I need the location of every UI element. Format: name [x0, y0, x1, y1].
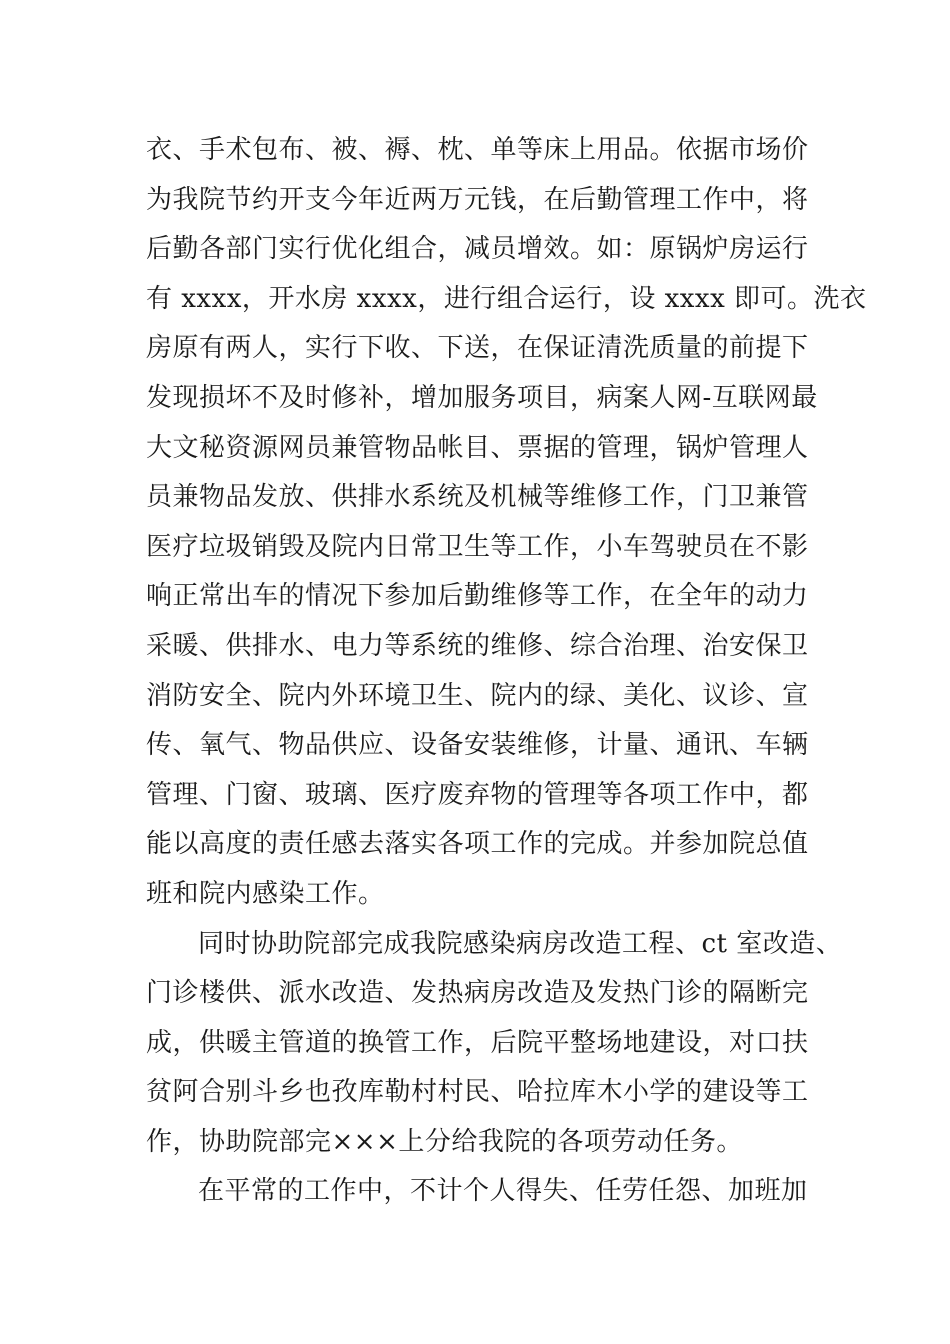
text-line: 医疗垃圾销毁及院内日常卫生等工作，小车驾驶员在不影: [146, 531, 809, 562]
text-line: 发现损坏不及时修补，增加服务项目，病案人网-互联网最: [146, 382, 818, 413]
text-line: 贫阿合别斗乡也孜库勒村村民、哈拉库木小学的建设等工: [146, 1077, 809, 1108]
text-line: 门诊楼供、派水改造、发热病房改造及发热门诊的隔断完: [146, 978, 809, 1009]
text-line: 管理、门窗、玻璃、医疗废弃物的管理等各项工作中，都: [146, 779, 809, 810]
text-line: 成，供暖主管道的换管工作，后院平整场地建设，对口扶: [146, 1027, 809, 1058]
text-line: 员兼物品发放、供排水系统及机械等维修工作，门卫兼管: [146, 482, 809, 513]
text-line: 为我院节约开支今年近两万元钱，在后勤管理工作中，将: [146, 184, 809, 215]
text-line: 传、氧气、物品供应、设备安装维修，计量、通讯、车辆: [146, 730, 809, 761]
paragraph-first-line: 同时协助院部完成我院感染病房改造工程、ct 室改造、: [198, 928, 843, 959]
text-line: 班和院内感染工作。: [146, 878, 385, 909]
document-body: [146, 126, 867, 1217]
text-line: 衣、手术包布、被、褥、枕、单等床上用品。依据市场价: [146, 135, 809, 165]
paragraph-first-line: 在平常的工作中，不计个人得失、任劳任怨、加班加: [198, 1176, 808, 1207]
text-line: 后勤各部门实行优化组合，减员增效。如：原锅炉房运行: [146, 234, 809, 265]
text-line: 消防安全、院内外环境卫生、院内的绿、美化、议诊、宣: [146, 680, 809, 711]
text-line: 有 xxxx，开水房 xxxx，进行组合运行，设 xxxx 即可。洗衣: [146, 283, 867, 314]
text-line: 房原有两人，实行下收、下送，在保证清洗质量的前提下: [146, 333, 809, 364]
text-line: 大文秘资源网员兼管物品帐目、票据的管理，锅炉管理人: [146, 432, 809, 463]
text-line: 能以高度的责任感去落实各项工作的完成。并参加院总值: [146, 829, 809, 860]
text-line: 作，协助院部完×××上分给我院的各项劳动任务。: [146, 1126, 743, 1157]
text-line: 响正常出车的情况下参加后勤维修等工作，在全年的动力: [146, 581, 809, 612]
text-line: 采暖、供排水、电力等系统的维修、综合治理、治安保卫: [146, 630, 809, 661]
